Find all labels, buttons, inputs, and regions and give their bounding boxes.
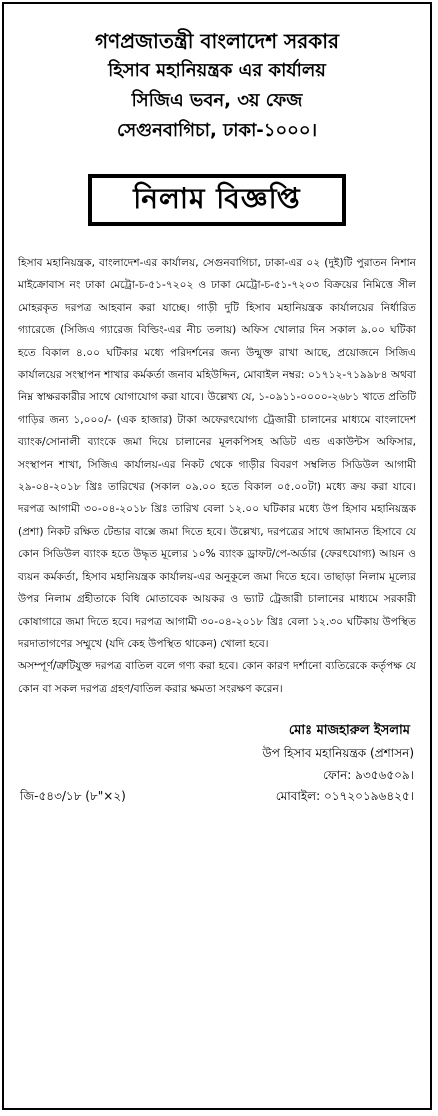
signature-block [4, 720, 430, 786]
notice-paragraph-conditions: অসম্পূর্ণ/ত্রুটিযুক্ত দরপত্র বাতিল বলে গণ্য করা হবে। কোন কারণ দর্শানো ব্যতিরেকে কর্তৃপক্ষ যে কোন বা সকল দরপত্র গ্রহণ/বাতিল করার ক্ষমতা সংরক্ষণ করেন। [18, 660, 416, 695]
auction-notice [2, 2, 432, 1110]
reference-number: জি-৫৪৩/১৮ (৮"×২) [20, 789, 126, 804]
notice-footer [20, 788, 414, 808]
signatory-phone: ফোন: ৯৩৫৬৫০৯। [323, 768, 414, 783]
government-name: গণপ্রজাতন্ত্রী বাংলাদেশ সরকার [95, 29, 339, 53]
office-header [4, 26, 430, 146]
notice-title: নিলাম বিজ্ঞপ্তি [88, 174, 346, 226]
signatory-designation: উপ হিসাব মহানিয়ন্ত্রক (প্রশাসন) [262, 746, 414, 761]
building-address: সিজিএ ভবন, ৩য় ফেজ [131, 90, 303, 111]
notice-paragraph-main: হিসাব মহানিয়ন্ত্রক, বাংলাদেশ-এর কার্যালয়, সেগুনবাগিচা, ঢাকা-এর ০২ (দুই)টি পুরাতন নিশান মাইক্রোবাস নং ঢাকা মেট্রো-চ-৫১-৭২০২ ও ঢাকা মেট্রো-চ-৫১-৭২০৩ বিক্রয়ের নিমিত্তে সীল মোহরকৃত দরপত্র আহবান করা যাচ্ছে। গাড়ী দুটি হিসাব মহানিয়ন্ত্রক কার্যালয়ের নির্ধারিত গ্যারেজে (সিজিএ গ্যারেজ বিল্ডিং-এর নীচ তলায়) অফিস খোলার দিন সকাল ৯.০০ ঘটিকা হতে বিকাল ৪.০০ ঘটিকার মধ্যে পরিদর্শনের জন্য উন্মুক্ত রাখা আছে, প্রয়োজনে সিজিএ কার্যালয়ের সংস্থাপন শাখার কর্মকর্তা জনাব মহিউদ্দিন, মোবাইল নম্বর: ০১৭১২-৭১৯৯৮৪ অথবা নিম্ন স্বাক্ষরকারীর সাথে যোগাযোগ করা যাবে। উল্লেখ্য যে, ১-০৯১১-০০০০-২৬৮১ খাতে প্রতিটি গাড়ির জন্য ১,০০০/- (এক হাজার) টাকা অফেরৎযোগ্য ট্রেজারী চালানের মাধ্যমে বাংলাদেশ ব্যাংক/সোনালী ব্যাংকে জমা দিয়ে চালানের মূলকপিসহ অডিট এন্ড একাউন্টস অফিসার, সংস্থাপন শাখা, সিজিএ কার্যালয়-এর নিকট থেকে গাড়ীর বিবরণ সম্বলিত সিডিউল আগামী ২৯-০৪-২০১৮ খ্রিঃ তারিখের (সকাল ০৯.০০ হতে বিকাল ০৫.০০টা) মধ্যে ক্রয় করা যাবে। দরপত্র আগামী ৩০-০৪-২০১৮ খ্রিঃ তারিখ বেলা ১২.০০ ঘটিকার মধ্যে উপ হিসাব মহানিয়ন্ত্রক (প্রশা) নিকট রক্ষিত টেন্ডার বাক্সে জমা দিতে হবে। উল্লেখ্য, দরপত্রের সাথে জামানত হিসাবে যে কোন সিডিউল ব্যাংক হতে উদ্ধৃত মূল্যের ১০% ব্যাংক ড্রাফট/পে-অর্ডার (ফেরৎযোগ্য) আয়ন ও ব্যয়ন কর্মকর্তা, হিসাব মহানিয়ন্ত্রক কার্যালয়-এর অনুকূলে জমা দিতে হবে। তাছাড়া নিলাম মূল্যের উপর নিলাম গ্রহীতাকে বিধি মোতাবেক আয়কর ও ভ্যাট ট্রেজারী চালানের মাধ্যমে সরকারী কোষাগারে জমা দিতে হবে। দরপত্র আগামী ৩০-০৪-২০১৮ খ্রিঃ বেলা ১২.৩০ ঘটিকায় উপস্থিত দরদাতাগণের সম্মুখে (যদি কেহ উপস্থিত থাকেন) খোলা হবে। [18, 257, 416, 650]
notice-body [18, 252, 416, 700]
signatory-mobile: মোবাইল: ০১৭২০১৯৬৪২৫। [275, 789, 414, 804]
office-name: হিসাব মহানিয়ন্ত্রক এর কার্যালয় [108, 60, 326, 81]
signatory-name: মোঃ মাজহারুল ইসলাম [288, 723, 410, 739]
city-address: সেগুনবাগিচা, ঢাকা-১০০০। [116, 120, 318, 141]
